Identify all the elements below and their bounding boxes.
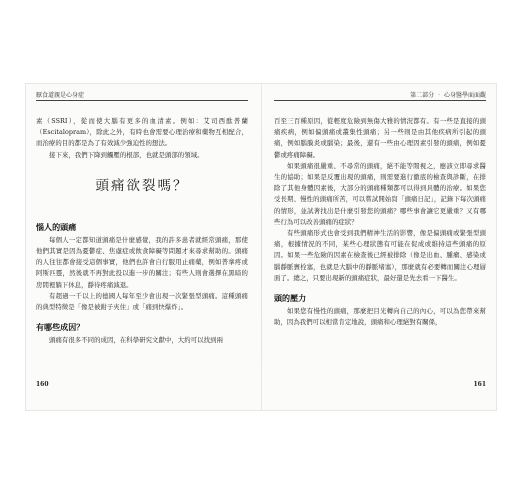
header-rule-right	[274, 100, 486, 101]
chapter-title: 頭痛欲裂嗎？	[95, 178, 189, 195]
page-number-left: 160	[36, 381, 49, 388]
paragraph: 如果頭痛很嚴重、不尋常的頭痛，絕不能等閒視之，應該立即尋求醫生的協助；如果是反覆出現的頭痛，則需要進行徹底的檢查與診斷，在排除了其他身體因素後，大部分的頭痛種類都可以得到具體的治療。如果您受長期、慢性的頭痛所苦，可以嘗試開始寫「頭痛日記」，記錄下每次頭痛的情形，並試著找出是什麼引發您的頭痛？哪些事會讓它更嚴重？又有哪些行為可以改善頭痛的症狀？	[274, 161, 486, 226]
paragraph: 如果您有慢性的頭痛，那麼把目光轉向自己的內心，可以為您帶來幫助，因為我們可以相當肯定地說，頭痛和心理絕對有關係，	[274, 307, 486, 327]
paragraph: 素（SSRI），從而使大腦有更多的血清素。例如：艾司西酞普蘭（Escitalopram），除此之外，有時也會需要心理治療和藥物互相配合，而治療的目的都是為了有效減少強迫性的想法。	[36, 117, 248, 148]
right-page-body	[274, 116, 486, 328]
left-page-body	[36, 116, 248, 346]
running-head-right: 第二部分 ‧ 心身醫學面面觀	[410, 92, 486, 99]
chapter-title-block	[36, 161, 248, 213]
right-page	[274, 84, 486, 410]
page-number-right: 161	[473, 381, 486, 388]
header-rule-left	[36, 100, 248, 101]
paragraph: 有些頭痛形式也會受到我們精神生活的影響，像是偏頭痛或緊張型頭痛，根據情況的不同，某些心理狀態有可能在促成或維持這些頭痛的原因。如果一些危險的因素在檢查後已經被排除（像是出血、腫瘤、感染或腦靜脈竇栓塞，也就是大腦中的靜脈堵塞），那麼就有必要轉而關注心理層面了。總之，只要出現新的頭痛症狀，最好還是先去看一下醫生。	[274, 229, 486, 282]
running-head-left: 厭食道親是心身症	[36, 92, 85, 99]
paragraph: 接下來，我們下降到觸壓的根部，也就是頭部的領域。	[49, 150, 204, 159]
paragraph: 頭痛有很多不同的成因，在科學研究文獻中，大約可以找到兩	[49, 336, 223, 345]
book-gutter	[261, 84, 262, 410]
left-page	[36, 84, 248, 410]
section-heading: 惱人的頭痛	[36, 221, 77, 232]
paragraph: 有超過一千以上的德國人每年至少會出現一次緊張型頭痛。這種頭痛的典型特徵是「像是被鉗子夾住」或「痛到快爆炸」。	[36, 291, 248, 312]
book-spread	[26, 84, 496, 410]
section-heading: 有哪些成因？	[36, 322, 85, 333]
section-heading: 頭的壓力	[274, 293, 307, 304]
paragraph: 每個人一定都知道頭痛是什麼感覺，我的許多患者就經常頭痛，那使他們其實是因為憂鬱症、焦慮症或飲食障礙等問題才來尋求幫助的。頭痛的人往往都會接受這個事實，他們也許會自行服用止痛藥，例如普拿疼或阿斯匹靈，然後就不再對此投以進一步的關注；有些人則會選擇在黑暗的房間裡躺下休息，靜待疼痛減退。	[36, 235, 248, 289]
paragraph: 百至三百種原因，從輕度危險到無傷大雅的情況都有。有一些是直接的頭痛疾病，例如偏頭痛或叢集性頭痛；另一些則是由其他疾病所引起的頭痛，例如腦膜炎或腦染；最後，還有一些由心理因素引發的頭痛，例如憂鬱或疼痛障礙。	[274, 117, 486, 159]
